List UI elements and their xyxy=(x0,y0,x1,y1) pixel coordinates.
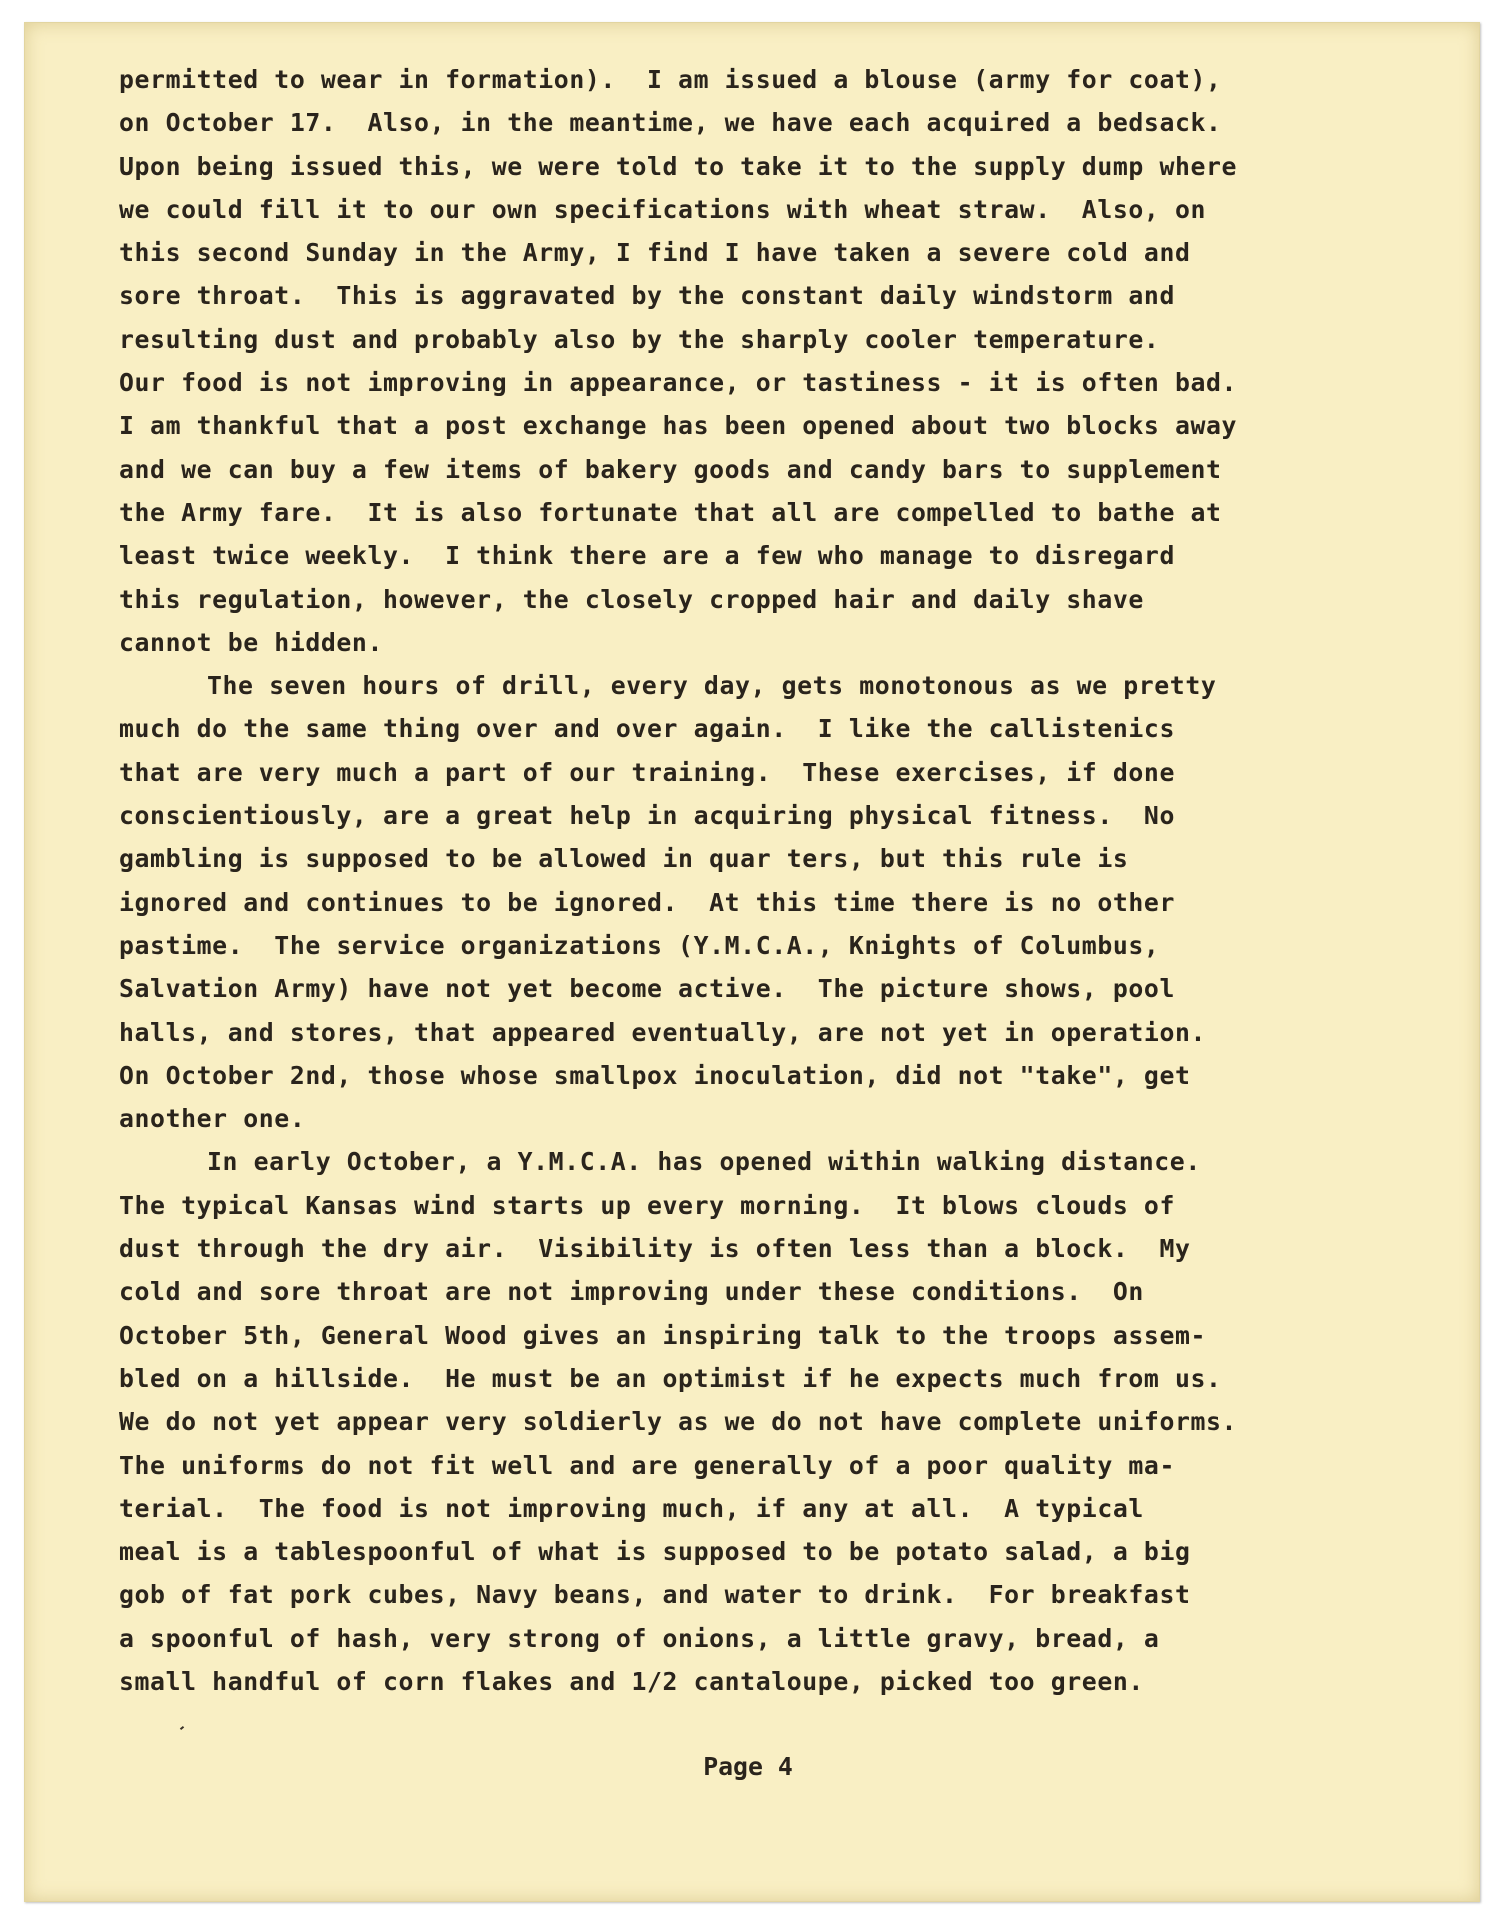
text-line: cold and sore throat are not improving under these conditions. On xyxy=(119,1277,1144,1307)
text-line: meal is a tablespoonful of what is supposed to be potato salad, a big xyxy=(119,1537,1191,1567)
text-line: another one. xyxy=(119,1104,306,1134)
text-line: we could fill it to our own specifications with wheat straw. Also, on xyxy=(119,194,1207,224)
text-line: The typical Kansas wind starts up every morning. It blows clouds of xyxy=(119,1190,1175,1220)
text-line: terial. The food is not improving much, if any at all. A typical xyxy=(119,1493,1144,1523)
text-line: I am thankful that a post exchange has been opened about two blocks away xyxy=(119,411,1238,441)
text-line: cannot be hidden. xyxy=(119,627,383,657)
text-line: pastime. The service organizations (Y.M.C.A., Knights of Columbus, xyxy=(119,930,1160,960)
text-line: and we can buy a few items of bakery goods and candy bars to supplement xyxy=(119,454,1222,484)
text-line: conscientiously, are a great help in acquiring physical fitness. No xyxy=(119,801,1175,831)
text-line: October 5th, General Wood gives an inspiring talk to the troops assem- xyxy=(119,1320,1207,1350)
text-line: resulting dust and probably also by the sharply cooler temperature. xyxy=(119,324,1160,354)
text-line: We do not yet appear very soldierly as we do not have complete uniforms. xyxy=(119,1407,1238,1437)
text-line: halls, and stores, that appeared eventually, are not yet in operation. xyxy=(119,1017,1207,1047)
paragraph xyxy=(119,664,1429,1140)
page-number xyxy=(0,1747,1500,1787)
text-line: bled on a hillside. He must be an optimist if he expects much from us. xyxy=(119,1363,1222,1393)
text-line: this regulation, however, the closely cropped hair and daily shave xyxy=(119,584,1144,614)
text-line: sore throat. This is aggravated by the constant daily windstorm and xyxy=(119,281,1175,311)
text-line: ignored and continues to be ignored. At this time there is no other xyxy=(119,887,1175,917)
text-line: Upon being issued this, we were told to take it to the supply dump where xyxy=(119,151,1238,181)
text-line: a spoonful of hash, very strong of onions, a little gravy, bread, a xyxy=(119,1623,1160,1653)
text-line: permitted to wear in formation). I am issued a blouse (army for coat), xyxy=(119,65,1222,94)
text-line: on October 17. Also, in the meantime, we have each acquired a bedsack. xyxy=(119,108,1222,138)
text-line: the Army fare. It is also fortunate that all are compelled to bathe at xyxy=(119,497,1222,527)
body-text xyxy=(119,58,1429,1703)
text-line: In early October, a Y.M.C.A. has opened within walking distance. xyxy=(207,1147,1201,1177)
paragraph xyxy=(119,58,1429,664)
text-line: gambling is supposed to be allowed in quar ters, but this rule is xyxy=(119,844,1129,874)
text-line: small handful of corn flakes and 1/2 cantaloupe, picked too green. xyxy=(119,1666,1144,1696)
text-line: this second Sunday in the Army, I find I have taken a severe cold and xyxy=(119,238,1191,268)
text-line: that are very much a part of our training. These exercises, if done xyxy=(119,757,1175,787)
text-line: Our food is not improving in appearance, or tastiness - it is often bad. xyxy=(119,368,1238,398)
text-line: gob of fat pork cubes, Navy beans, and water to drink. For breakfast xyxy=(119,1580,1191,1610)
page-number-label: Page 4 xyxy=(703,1752,793,1781)
text-line: Salvation Army) have not yet become active. The picture shows, pool xyxy=(119,974,1175,1004)
text-line: least twice weekly. I think there are a few who manage to disregard xyxy=(119,541,1175,571)
paragraph xyxy=(119,1140,1429,1703)
text-line: The uniforms do not fit well and are generally of a poor quality ma- xyxy=(119,1450,1175,1480)
text-line: much do the same thing over and over again. I like the callistenics xyxy=(119,714,1175,744)
text-line: The seven hours of drill, every day, gets monotonous as we pretty xyxy=(207,671,1217,701)
text-line: On October 2nd, those whose smallpox inoculation, did not "take", get xyxy=(119,1060,1191,1090)
text-line: dust through the dry air. Visibility is often less than a block. My xyxy=(119,1234,1191,1264)
